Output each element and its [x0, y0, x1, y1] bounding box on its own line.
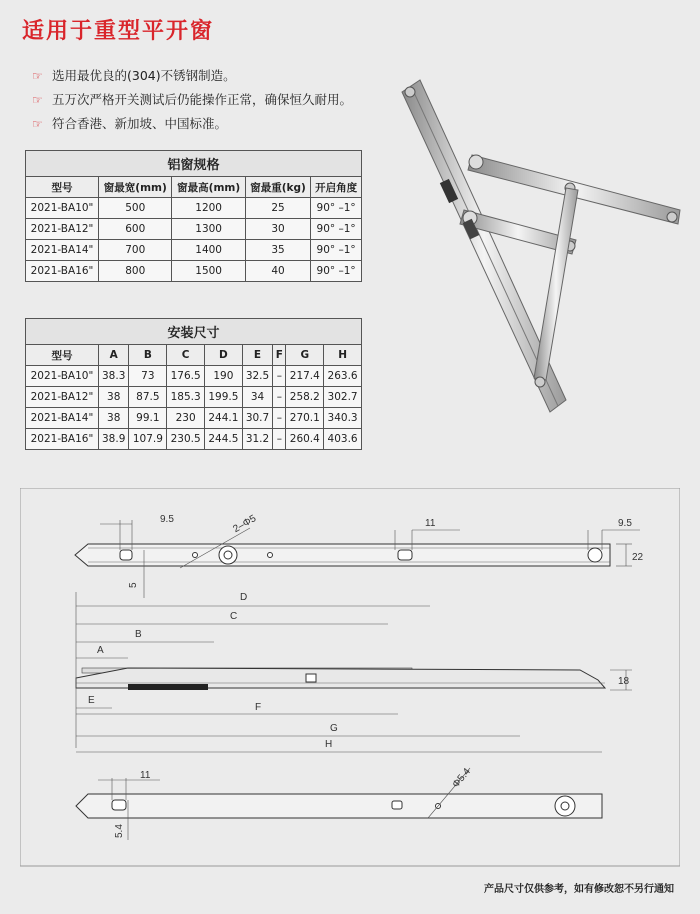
bottom-view	[76, 766, 602, 840]
dim-label: F	[255, 702, 262, 713]
dim-label: H	[325, 739, 333, 750]
dim-label: 5.4	[114, 824, 125, 838]
table-row: 2021-BA16" 38.9 107.9 230.5 244.5 31.2 – 260.4 403.6	[26, 429, 362, 450]
footnote: 产品尺寸仅供参考，如有修改恕不另行通知	[484, 884, 674, 895]
dim-label: 9.5	[160, 514, 174, 525]
hand-pointer-icon: ☞	[32, 69, 43, 83]
table-row: 2021-BA10" 38.3 73 176.5 190 32.5 – 217.4 263.6	[26, 366, 362, 387]
column-header: D	[204, 345, 242, 366]
column-header: E	[242, 345, 273, 366]
dim-label: 11	[140, 770, 151, 781]
dim-label: A	[97, 645, 104, 656]
column-header: 窗最高(mm)	[172, 177, 245, 198]
column-header: 窗最宽(mm)	[99, 177, 172, 198]
hand-pointer-icon: ☞	[32, 117, 43, 131]
feature-item: ☞ 符合香港、新加坡、中国标准。	[32, 112, 352, 136]
column-header: G	[286, 345, 324, 366]
dim-label: B	[135, 629, 142, 640]
column-header: H	[324, 345, 362, 366]
table-caption: 安装尺寸	[26, 319, 362, 345]
table-row: 2021-BA16" 800 1500 40 90° –1°	[26, 261, 362, 282]
column-header: C	[167, 345, 205, 366]
feature-list	[32, 64, 352, 136]
dim-label: E	[88, 695, 95, 706]
column-header: 型号	[26, 345, 99, 366]
table-row: 2021-BA12" 38 87.5 185.3 199.5 34 – 258.2 302.7	[26, 387, 362, 408]
column-header: 型号	[26, 177, 99, 198]
column-header: A	[98, 345, 129, 366]
table-row: 2021-BA14" 700 1400 35 90° –1°	[26, 240, 362, 261]
column-header: 开启角度	[311, 177, 362, 198]
top-view	[75, 513, 644, 598]
hand-pointer-icon: ☞	[32, 93, 43, 107]
side-view	[76, 592, 632, 752]
dim-label: 18	[618, 676, 630, 687]
window-spec-table	[25, 150, 362, 282]
dim-label: Φ5.4	[450, 766, 474, 791]
feature-item: ☞ 选用最优良的(304)不锈钢制造。	[32, 64, 352, 88]
page-title: 适用于重型平开窗	[22, 19, 215, 44]
table-row: 2021-BA12" 600 1300 30 90° –1°	[26, 219, 362, 240]
dim-label: C	[230, 611, 238, 622]
column-header: F	[273, 345, 286, 366]
column-header: 窗最重(kg)	[245, 177, 310, 198]
dim-label: 2–Φ5	[231, 513, 259, 536]
hinge-product-image	[380, 60, 690, 420]
table-row: 2021-BA14" 38 99.1 230 244.1 30.7 – 270.1 340.3	[26, 408, 362, 429]
dim-label: G	[330, 723, 338, 734]
dim-label: 11	[425, 518, 436, 529]
column-header: B	[129, 345, 167, 366]
table-row: 2021-BA10" 500 1200 25 90° –1°	[26, 198, 362, 219]
dim-label: 22	[632, 552, 644, 563]
dim-label: 9.5	[618, 518, 632, 529]
install-dimension-table	[25, 318, 362, 450]
dim-label: 5	[128, 582, 139, 588]
feature-item: ☞ 五万次严格开关测试后仍能操作正常，确保恒久耐用。	[32, 88, 352, 112]
technical-drawing	[20, 488, 680, 868]
dim-label: D	[240, 592, 248, 603]
table-caption: 铝窗规格	[26, 151, 362, 177]
